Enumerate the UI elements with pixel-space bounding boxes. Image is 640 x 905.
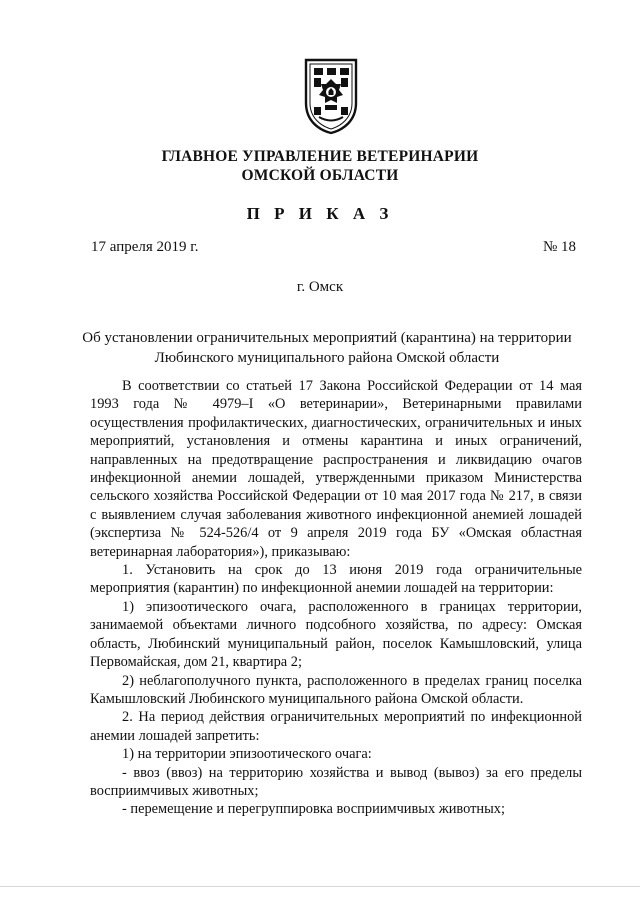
body-paragraph: В соответствии со статьей 17 Закона Российской Федерации от 14 мая 1993 года № 4979–I «О ветеринарии», Ветеринарными правилами осуществления профилактических, диагностических, ограничительных и иных мероприятий, установления и отмены карантина и иных ограничений, направленных на предотвращение распространения и ликвидацию очагов инфекционной анемии лошадей, утвержденными приказом Министерства сельского хозяйства Российской Федерации от 10 мая 2017 года № 217, в связи с выявлением случая заболевания животного инфекционной анемией лошадей (экспертиза № 524-526/4 от 9 апреля 2019 года БУ «Омская областная ветеринарная лаборатория»), приказываю: — [90, 378, 582, 560]
body-paragraph: 2. На период действия ограничительных мероприятий по инфекционной анемии лошадей запретить: — [90, 709, 582, 744]
document-type-heading: П Р И К А З — [246, 204, 394, 223]
agency-name-line-1: ГЛАВНОЕ УПРАВЛЕНИЕ ВЕТЕРИНАРИИ — [161, 148, 479, 165]
order-number: № 18 — [542, 239, 576, 255]
agency-name-line-2: ОМСКОЙ ОБЛАСТИ — [241, 167, 399, 184]
body-paragraph: - ввоз (ввоз) на территорию хозяйства и вывод (вывоз) за его пределы восприимчивых животных; — [90, 764, 582, 799]
order-title: Об установлении ограничительных мероприятий (карантина) на территории Любинского муниципального района Омской области — [82, 330, 572, 366]
order-date: 17 апреля 2019 г. — [91, 239, 199, 255]
order-body — [90, 377, 582, 819]
body-paragraph: - перемещение и перегруппировка восприимчивых животных; — [122, 801, 505, 818]
issue-city: г. Омск — [296, 279, 344, 295]
body-paragraph: 1. Установить на срок до 13 июня 2019 года ограничительные мероприятия (карантин) по инфекционной анемии лошадей на территории: — [90, 562, 582, 597]
body-paragraph: 1) эпизоотического очага, расположенного в границах территории, занимаемой объектами личного подсобного хозяйства, по адресу: Омская область, Любинский муниципальный район, поселок Камышловский, улица Первомайская, дом 21, квартира 2; — [90, 598, 582, 671]
page-bottom-divider — [0, 886, 640, 887]
body-paragraph: 2) неблагополучного пункта, расположенного в пределах границ поселка Камышловский Любинского муниципального района Омской области. — [90, 672, 582, 707]
body-paragraph: 1) на территории эпизоотического очага: — [122, 746, 372, 763]
coat-of-arms-emblem — [303, 57, 359, 135]
